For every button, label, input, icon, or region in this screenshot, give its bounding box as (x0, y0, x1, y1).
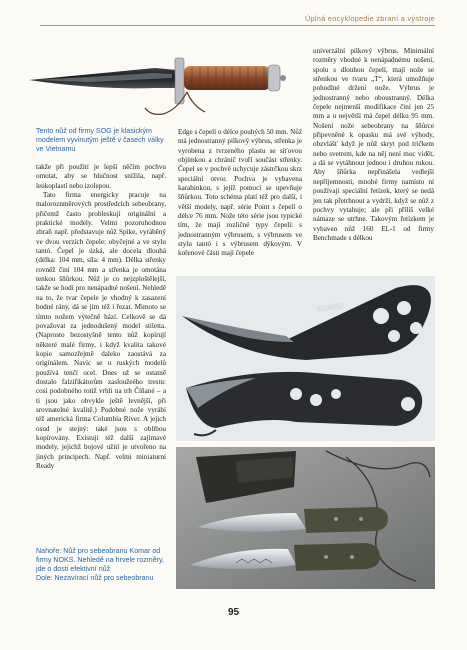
komar-knives-illustration (176, 276, 435, 441)
photo-fixed-knives (176, 447, 435, 589)
paragraph-left-1: takže při použití je lepší něčím pochvu omotat, aby se hlučnost snížila, např. leukoplastí nebo izolepou. (36, 163, 166, 190)
caption-top: Tento nůž od firmy SOG je klasickým modelem vyvinutým ještě v časech války ve Vietnamu (36, 127, 164, 153)
photo-sog-knife (27, 44, 295, 120)
fixed-knives-illustration (176, 447, 435, 589)
page-number: 95 (227, 607, 240, 618)
caption-bottom-upper: Nahoře: Nůž pro sebeobranu Komar od firmy NOKS. Nehledě na hrvele rozměry, jde o dosti efektivní nůž (36, 547, 164, 573)
photo-komar-knives (176, 276, 435, 441)
sog-knife-illustration (27, 44, 295, 120)
header-rule (40, 25, 435, 26)
paragraph-left-2: Tato firma energicky pracuje na maloroznměrových prostředcích sebeobrany, přičemž často probleskují originální a praktické modely. Velmi pozoruhodnou zbraň např. představuje nůž Spike, vyráběný ve dvou verzích čepele: obyčejné a ve stylu tantó. Čepel je úzká, ale docela dlouhá (délka: 104 mm, síla: 4 mm). Délka střenky rovněž činí 104 mm a střenka je omotána tenkou šňůrkou. Nůž je co nejzploštělejší, takže se hodí pro nenápadné nošení. Nehledě na to, že tvar čepele je vhodný k zasazení bodné rány, dá se jím též i řezat. Mimoto se tímto nožem výtečně hází. Celkově se dá považovat za jednodušený model stiletta. (Naprosto bezostyšně tento nůž kopírují některé malé firmy, i když kvalita takové kopie samozřejmě daleko zaostává za originálem. Navíc se u ruských modelů používá tenčí ocel. Dnes už se ostatně dostalo falzifikátorům zasloužeého trestu: cosi podobného totiž vrhli na trh Číňané – a ti jsou jako obvykle ještě levnější, při srovnatelné kvalitě.) Podobné nože vyrábí též americká firma Columbia River. A jejich osud je stejný: také jsou s oblibou kopírovány. Existují též další zajímavé modely, jejichž bojové užití je utvořeno na jiných principech. Např. velmi miniaturní Ready (36, 191, 166, 470)
komar-engraving: Комар (316, 299, 345, 314)
body-column-middle (178, 128, 302, 259)
paragraph-middle-1: Edge s čepelí o délce pouhých 50 mm. Nůž má jednostranný pilkový výbrus, střenka je vyrobena z tvrzeného plastu se síťovou objímkou a chránič tvoří součást střenky. Čepel se v pochvě uchycuje zástrčkou skrz speciální otvor. Pochva je vybavena karabinkou, s jejíž pomocí se upevňuje šňůrkou. Toto schéma platí též pro další, i větší modely, např. série Point s čepelí o délce 76 mm. Nože této série jsou typické tím, že mají rozličné typy čepelí: s jednostranným výbrusem, s výbrusem ve stylu tantó i s výbrusem dýkovým. V kořenové části mají čepele (178, 128, 302, 258)
caption-bottom-lower: Dole: Nezavírací nůž pro sebeobranu (36, 574, 154, 582)
body-column-left (36, 163, 166, 471)
paragraph-right-1: univerzální pilkový výbrus. Minimální rozměry vhodné k nenápadnému nošení, spolu s dlouhou čepelí, mají nože se střenkou ve tvaru „T“, která umožňuje pohodlné držení nože. Výbrus je jednostranný nebo oboustranný. Délka čepele nejmenší modifikace činí jen 25 mm a u největší má čepel délku 95 mm. Nošení nože sebeobrany na šňůrce připevněné k opasku má své výhody, obzvlášť když je nůž skryt pod tričkem nebo svetrem, kde na něj není moc vidět, a dá se vytáhnout jednou i druhou rukou. Aby šňůrka nepřinášela vedlejší nepříjemnosti, mnohé firmy namísto ní používají speciální řetízek, který se nedá jen tak přetrhnout a vydrží, když se nůž z pochvy vytahuje; ale při příliš velké námaze se utrhne. Takovým řetízkem je vybaven nůž 160 EL-1 od firmy Benchmade s délkou (313, 47, 434, 242)
running-header: Úplná encyklopedie zbraní a výstroje (304, 14, 435, 23)
body-column-right (313, 47, 434, 243)
